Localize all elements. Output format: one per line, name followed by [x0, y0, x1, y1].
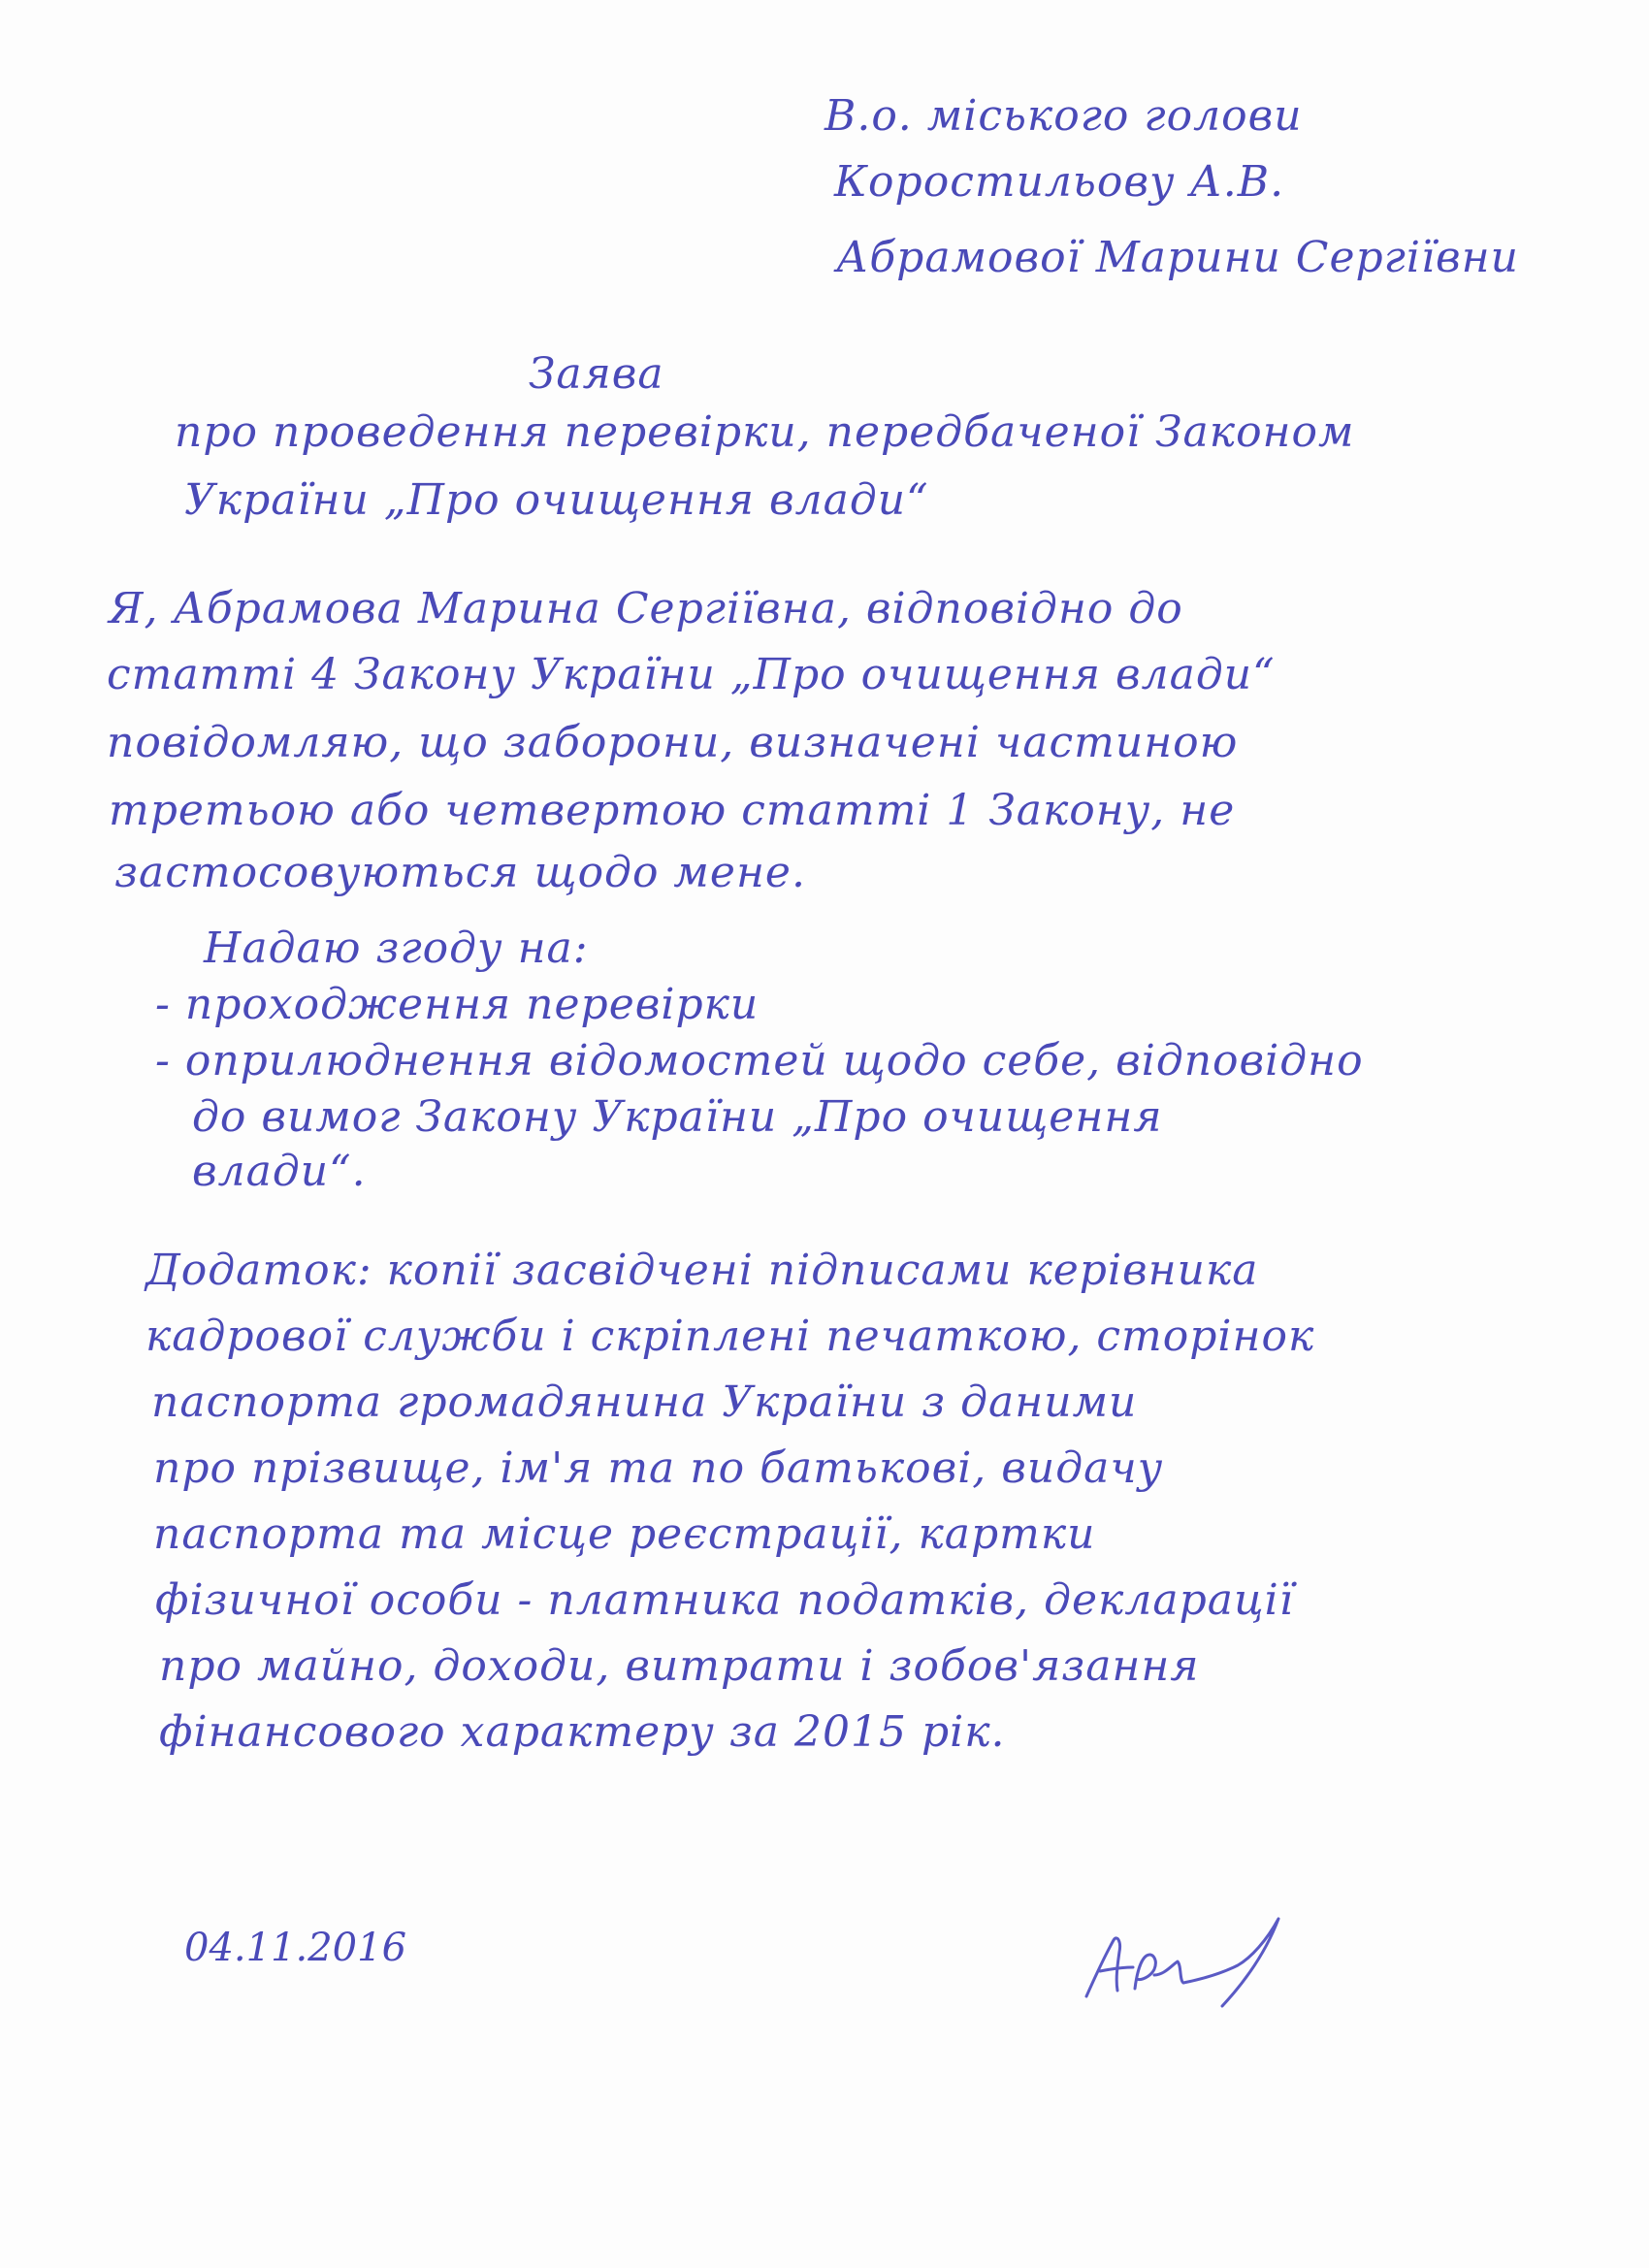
handwritten-signature: [1077, 1911, 1310, 2018]
document-date: 04.11.2016: [184, 1926, 407, 1970]
attachment-line-7: про майно, доходи, витрати і зобов'язання: [159, 1641, 1200, 1691]
document-heading: Заява: [529, 349, 664, 399]
attachment-line-6: фізичної особи - платника податків, декларації: [155, 1575, 1294, 1625]
attachment-line-3: паспорта громадянина України з даними: [151, 1377, 1138, 1427]
subtitle-line-2: України „Про очищення влади“: [184, 475, 929, 525]
addressee-line-2: Коростильову А.В.: [834, 157, 1285, 207]
consent-item-2-line-3: влади“.: [192, 1147, 367, 1196]
subtitle-line-1: про проведення перевірки, передбаченої Законом: [175, 407, 1355, 457]
addressee-line-1: В.о. міського голови: [824, 91, 1303, 141]
attachment-line-4: про прізвище, ім'я та по батькові, видачу: [153, 1443, 1164, 1493]
statement-line-3: повідомляю, що заборони, визначені частиною: [107, 718, 1239, 767]
consent-item-2-line-1: - оприлюднення відомостей щодо себе, відповідно: [155, 1036, 1364, 1085]
consent-intro: Надаю згоду на:: [204, 923, 589, 973]
statement-line-2: статті 4 Закону України „Про очищення влади“: [107, 650, 1276, 699]
consent-item-1: - проходження перевірки: [155, 980, 760, 1029]
attachment-line-8: фінансового характеру за 2015 рік.: [159, 1707, 1006, 1757]
addressee-line-3: Абрамової Марини Сергіївни: [836, 233, 1519, 282]
attachment-line-2: кадрової служби і скріплені печаткою, сторінок: [146, 1312, 1315, 1361]
statement-line-4: третьою або четвертою статті 1 Закону, не: [109, 786, 1236, 835]
attachment-line-1: Додаток: копії засвідчені підписами керівника: [146, 1246, 1259, 1295]
attachment-line-5: паспорта та місце реєстрації, картки: [153, 1509, 1096, 1559]
consent-item-2-line-2: до вимог Закону України „Про очищення: [192, 1092, 1163, 1142]
statement-line-1: Я, Абрамова Марина Сергіївна, відповідно до: [109, 584, 1183, 633]
statement-line-5: застосовуються щодо мене.: [114, 848, 806, 897]
